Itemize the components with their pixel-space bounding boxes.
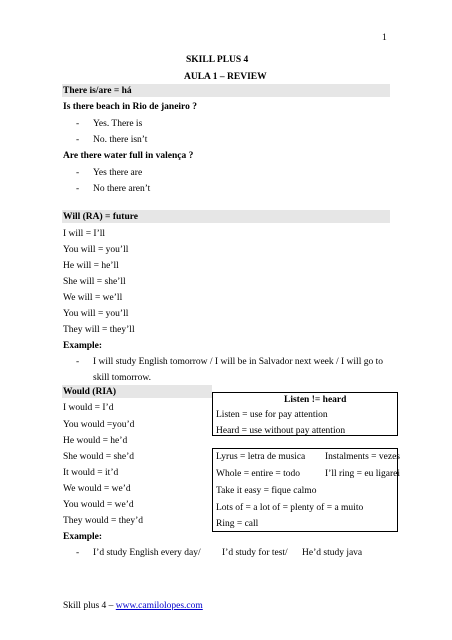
will-heading: Will (RA) = future <box>63 212 138 222</box>
will-line: They will = they’ll <box>63 325 135 335</box>
will-example-text: I will study English tomorrow / I will be in Salvador next week / I will go to <box>93 357 383 367</box>
vocab-ring-call: Ring = call <box>216 519 259 529</box>
document-subtitle: AULA 1 – REVIEW <box>184 72 267 82</box>
question-2: Are there water full in valença ? <box>63 151 194 161</box>
footer-prefix: Skill plus 4 – <box>63 601 116 611</box>
will-line: She will = she’ll <box>63 277 126 287</box>
will-line: He will = he’ll <box>63 261 119 271</box>
will-example-label: Example: <box>63 341 103 351</box>
would-heading: Would (RIA) <box>63 387 117 397</box>
vocab-ring: I’ll ring = eu ligarei <box>325 469 400 479</box>
bullet-dash: - <box>76 548 80 558</box>
will-example-text-cont: skill tomorrow. <box>93 373 151 383</box>
bullet-dash: - <box>76 168 80 178</box>
page-number: 1 <box>382 33 387 43</box>
bullet-dash: - <box>76 184 80 194</box>
would-line: You would = we’d <box>63 500 134 510</box>
would-line: She would = she’d <box>63 452 135 462</box>
listen-definition: Listen = use for pay attention <box>216 410 328 420</box>
vocab-instalments: Instalments = vezes <box>325 452 401 462</box>
will-line: You will = you’ll <box>63 309 129 319</box>
answer-1b: No. there isn’t <box>93 135 148 145</box>
listen-heard-title: Listen != heard <box>284 395 347 405</box>
would-line: He would = he’d <box>63 436 128 446</box>
will-line: I will = I’ll <box>63 229 106 239</box>
document-title: SKILL PLUS 4 <box>186 55 249 65</box>
would-line: I would = I’d <box>63 403 114 413</box>
answer-2b: No there aren’t <box>93 184 151 194</box>
vocab-lyrus: Lyrus = letra de musica <box>216 452 306 462</box>
will-line: You will = you’ll <box>63 245 129 255</box>
listen-heard-box <box>212 392 398 436</box>
bullet-dash: - <box>76 135 80 145</box>
footer-link[interactable]: www.camilolopes.com <box>115 601 203 611</box>
would-example-part: I’d study English every day/ <box>93 548 201 558</box>
vocab-lots-of: Lots of = a lot of = plenty of = a muito <box>216 503 364 513</box>
there-is-heading: There is/are = há <box>63 86 132 96</box>
vocab-whole: Whole = entire = todo <box>216 469 301 479</box>
bullet-dash: - <box>76 357 80 367</box>
answer-1a: Yes. There is <box>93 119 143 129</box>
would-line: We would = we’d <box>63 484 131 494</box>
would-example-part: I’d study for test/ <box>222 548 288 558</box>
question-1: Is there beach in Rio de janeiro ? <box>63 102 197 112</box>
bullet-dash: - <box>76 119 80 129</box>
would-line: It would = it’d <box>63 468 119 478</box>
answer-2a: Yes there are <box>93 168 143 178</box>
would-line: You would =you’d <box>63 420 135 430</box>
footer <box>63 601 203 612</box>
would-line: They would = they’d <box>63 516 144 526</box>
vocab-take-it-easy: Take it easy = fique calmo <box>216 486 317 496</box>
heard-definition: Heard = use without pay attention <box>216 426 346 436</box>
vocabulary-box <box>212 448 401 532</box>
will-line: We will = we’ll <box>63 293 123 303</box>
would-example-label: Example: <box>63 532 103 542</box>
would-example-part: He’d study java <box>302 548 363 558</box>
